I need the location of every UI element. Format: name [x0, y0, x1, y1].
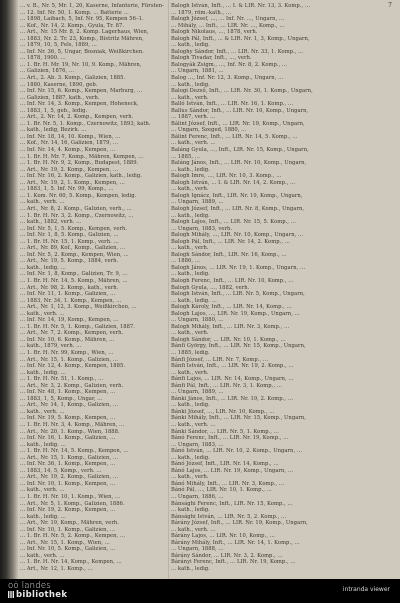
- entry-line: Balog …, Inf. Nr. 12, 3. Komp., Ungarn, …: [171, 75, 284, 82]
- entry-line: Balogh Ferenc, Inft., … LIR. Nr. 10, Komp., …: [171, 277, 294, 284]
- entry-line: Bánki Sándor, … LIR. Nr. 5, 1. Komp., …: [171, 428, 279, 435]
- entry-line: … Art., Nr. 15, 1. Komp., Wien, …: [20, 539, 110, 546]
- entry-line: … kath., verh. …: [20, 310, 65, 317]
- entry-line: … 1879, röm.-kath., …: [171, 9, 232, 16]
- entry-line: … 1883, 1, 5. Inf. Nr. 99, Komp., …: [20, 186, 114, 193]
- viewer-footer: [0, 579, 400, 603]
- entry-line: Balogh János, … LIR. Nr. 19, 1. Komp., Ungarn, …: [171, 264, 306, 271]
- entry-line: … 1. Br. H. Nr. 10, 1. Komp., Wien, …: [20, 494, 121, 501]
- entry-line: … Kof., Nr. 14, 2. Komp., Gyula, Tr. 87.: [20, 22, 125, 29]
- entry-line: … kath., verh. …: [20, 552, 65, 559]
- entry-line: Bárány Sándor, … LIR. Nr. 3, 2. Komp., …: [171, 552, 283, 559]
- entry-line: … Inf. Nr. 1, 8, Komp., Galizien, Tr. 9, …: [20, 271, 128, 278]
- entry-line: … Art., 2. Ab. 3. Komp., Galizien, 1885.: [20, 75, 126, 82]
- entry-line: … 1. Br. H. Nr. 9, 2, Komp., Budapest, 1889.: [20, 160, 139, 167]
- entry-line: Bánsághi Ferenc, Inft., LIR. Nr. 15, Komp., …: [171, 500, 293, 507]
- entry-line: … 1. Br. H. Nr. 3, 2. Komp., Czernowitz, …: [20, 212, 134, 219]
- logo-line-2: [8, 591, 67, 600]
- entry-line: … Inf. Nr. 11, 1. Komp., Galizien, …: [20, 291, 116, 298]
- entry-line: … Ungarn, 1886, …: [171, 494, 224, 501]
- entry-line: … Galizien, 1876, …: [20, 68, 75, 75]
- entry-line: … 1. Br. H. Nr. 14, 5. Komp., Kempen, …: [20, 448, 129, 455]
- logo-mark-icon: [8, 591, 14, 598]
- entry-line: … 1. Kom. Nr. 60, 5. Komp., Kempen, ledig.: [20, 192, 137, 199]
- entry-line: Balogh Nikolaus, …, 1878, verh.: [171, 29, 258, 36]
- entry-line: Baláng Gyula, …, Inft., LIR. Nr. 15, Komp., Ungarn,: [171, 147, 309, 154]
- entry-line: … 1886, …: [171, 258, 200, 265]
- entry-line: … Art., Nr. 19, 2. Komp., Galizien, …: [20, 474, 119, 481]
- logo-line-2-text: bibliothek: [16, 590, 68, 600]
- entry-line: … Inf. Nr. 1, 8, 5. Komp., Galizien, …: [20, 232, 119, 239]
- entry-line: Bánó Lajos, … LIR. Nr. 19, Komp., Ungarn, …: [171, 467, 294, 474]
- entry-line: … Art., Nr. 19, Komp., Mähren, verh.: [20, 520, 119, 527]
- entry-line: … 1883, 14, 5, Komp., verh. …: [20, 467, 102, 474]
- entry-line: … 1. Br. H. Nr. 15, 1. Komp., verh. …: [20, 238, 119, 245]
- entry-line: … 1. Br. Nr. 5, 1. Komp., Czernowitz, 1893, kath.: [20, 120, 151, 127]
- entry-line: … 1880, Kaserne, 1890, geb.: [20, 81, 98, 88]
- entry-line: … Inf. Nr. 5, 1, 5. Komp., Kempen, verh.: [20, 225, 128, 232]
- entry-line: … Art., Nr. 89, Kof., Komp., Galizien, …: [20, 245, 126, 252]
- entry-line: … kath., verh.: [171, 330, 209, 337]
- entry-line: … Inf. Nr. 18, 14, 10. Komp., Wien, …: [20, 133, 121, 140]
- entry-line: Bánó Ferenc, Inft., … LIR. Nr. 19, Komp., …: [171, 435, 289, 442]
- entry-line: … Galizien, 1887, kath., verh.: [20, 94, 100, 101]
- entry-line: … Inf. Nr. 14, 3. Komp., Kempen, Hoheneck,: [20, 101, 139, 108]
- entry-line: … kath., verh. …: [171, 526, 216, 533]
- entry-line: … Art., Nr. 12, 1. Komp., …: [20, 566, 93, 573]
- entry-line: Bánó Pál, …, LIR. Nr. 10, 1. Komp., …: [171, 487, 272, 494]
- entry-line: … kath., verh. …: [20, 199, 65, 206]
- entry-line: Balogh Mihály, …, LIR. Nr. 10, Komp., Ungarn, …: [171, 232, 304, 239]
- entry-line: … Art., Nr. 15, 1. Komp., Galizien, …: [20, 454, 119, 461]
- entry-line: … 1878, 1900. …: [20, 55, 66, 62]
- entry-line: … kath., ledig.: [171, 212, 210, 219]
- entry-line: Balogh Lajos, …, LIR. Nr. 19, Komp., Ungarn, …: [171, 310, 300, 317]
- entry-line: … kath., ledig.: [171, 566, 210, 573]
- entry-line: … Inf. Nr. 14, 4. Komp., Kempen, …: [20, 147, 116, 154]
- entry-line: … Inf. Nr. 10, 6. Komp., Mähren, …: [20, 336, 115, 343]
- entry-line: … Ungarn, 1889, …: [171, 389, 224, 396]
- entry-line: … kath., ledig, Bezirk. …: [20, 127, 87, 134]
- entry-line: Balogh Mihály, Inft., … LIR. Nr. 3, Komp., …: [171, 323, 290, 330]
- entry-line: Bánó István, … LIR. Nr. 10, 2. Komp., Ungarn, …: [171, 448, 303, 455]
- entry-line: … Inf. Nr. 36, 1. Komp., Kempen, …: [20, 461, 116, 468]
- book-gutter: [0, 0, 18, 579]
- entry-line: Bánki József, …, LIR. Nr. 10, Komp., …: [171, 408, 275, 415]
- entry-line: … 1883, Nr. 2. Tr. 23, Komp., Bistritz Mähren,: [20, 35, 144, 42]
- left-column: [20, 3, 166, 573]
- entry-line: … Inf. Nr. 15, 6. Komp., Kempen, Marburg, …: [20, 88, 143, 95]
- entry-line: … 1. Br. H. Nr. 3, 4. Komp., Mähren, …: [20, 422, 125, 428]
- entry-line: Bánki János, Inft., … LIR. Nr. 19, 2. Komp., …: [171, 395, 293, 402]
- entry-line: … kath., 1882, verh. …: [20, 219, 82, 226]
- entry-line: … kath., ledig.: [171, 454, 210, 461]
- entry-line: … 1883, Nr. 34, 1. Komp., Kempen, …: [20, 297, 122, 304]
- entry-line: Balogh Gyula, …, 1882, verh.: [171, 284, 250, 291]
- logo-line-1: oö landes: [8, 581, 51, 591]
- entry-line: … Inf. Nr. 19, 2. Komp., Kempen, …: [20, 507, 116, 514]
- entry-line: Balogh István, … I. & LIR. Nr. 14, 2. Komp., …: [171, 179, 296, 186]
- entry-line: … Kof., Nr. 14, 16, Galizien, 1879, …: [20, 140, 119, 147]
- entry-line: … kath., verh.: [171, 94, 209, 101]
- entry-line: … Ungarn, 1881, …: [171, 68, 224, 75]
- entry-line: Ballus Sándor, Inft., … LIR. Nr. 10, Komp., Ungarn,: [171, 107, 309, 114]
- library-logo[interactable]: [8, 582, 67, 600]
- entry-line: Balogh Pál, Inft., … & LIR. Nr. 1, 3, Komp., Ungarn,: [171, 35, 310, 42]
- entry-line: … Inf. Nr. 10, 1. Komp., Kempen, …: [20, 480, 116, 487]
- entry-line: … kath., ledig. …: [20, 441, 66, 448]
- entry-line: … 1879, 10, 5, Fels, 1889, …: [20, 42, 97, 49]
- entry-line: … kath., verh.: [171, 245, 209, 252]
- entry-line: Bánfi György, Inft., … LIR. Nr. 15, Komp., Ungarn,: [171, 343, 306, 350]
- entry-line: … kath., verh. …: [171, 140, 216, 147]
- entry-line: Balogh István, Inft., … LIR. Nr. 5, Komp., Ungarn,: [171, 291, 305, 298]
- entry-line: … kath., ledig. …: [20, 369, 66, 376]
- entry-line: Bárány József, Inft., … LIR. Nr. 19, Komp., Ungarn,: [171, 520, 308, 527]
- entry-line: … Art., Nr. 15 Mr. 8, 2. Komp. Lagerhaus, Wien,: [20, 29, 149, 36]
- right-column: [171, 3, 389, 573]
- entry-line: … kath., ledig.: [171, 81, 210, 88]
- column-divider: [168, 0, 169, 579]
- entry-line: Bárány Mihály, Inft., … LIR. Nr. 14, 1. Komp., …: [171, 539, 300, 546]
- entry-line: … 1883, 1, 5, geb., ledig.: [20, 107, 88, 114]
- entry-line: … kath., ledig. …: [20, 264, 66, 271]
- entry-line: … Art., Nr. 19, 2. Komp., Kempen, …: [20, 166, 119, 173]
- entry-line: … 1. Br. H. Mr. 19, Nr. 10, 9. Komp., Mähren,: [20, 61, 142, 68]
- entry-line: … kath., ledig.: [171, 166, 210, 173]
- entry-line: … kath., ledig.: [171, 507, 210, 514]
- entry-line: … kath., ledig.: [171, 402, 210, 409]
- entry-line: … Inf. Nr. 10, 5. Komp., Galizien, …: [20, 546, 116, 553]
- entry-line: … 1. Br. H. Nr. 5, 1. Komp., Galizien, 1887.: [20, 323, 135, 330]
- entry-line: … Mihály, … Inft., … LIR. Nr. …, Komp., …: [171, 22, 285, 29]
- entry-line: … Inf. Nr. 5, 2. Komp., Kempen, Wien, …: [20, 251, 129, 258]
- entry-line: … Inf. Nr. 19, 5. Komp., Kempen, …: [20, 415, 116, 422]
- entry-line: … 1883, 1, 5, Komp., Ungar, …: [20, 395, 103, 402]
- entry-line: … 1885, ledig.: [171, 349, 210, 356]
- entry-line: … Art., Nr. 19, 5. Komp., 1884, verh.: [20, 258, 119, 265]
- entry-line: … Ungarn, 1889, …: [171, 199, 224, 206]
- entry-line: … Ungarn, 1883, verh.: [171, 225, 233, 232]
- entry-line: … v. B., Nr. 5, Mr. 1, 20, Kaserne, Infanterie, Fürsten-: [20, 3, 164, 9]
- entry-line: … kath., ledig. …: [171, 297, 217, 304]
- entry-line: Balogh Tivadar, Inft., …, verh.: [171, 55, 252, 62]
- entry-line: Bánfi József, … LIR. Nr. 7, Komp., …: [171, 356, 269, 363]
- entry-line: … Art., Nr. 19, 2, 1. Komp., Kempen, …: [20, 179, 125, 186]
- entry-line: Balogh József, Inft., … LIR. Nr. 8, Komp., Ungarn,: [171, 205, 305, 212]
- entry-line: Bánfi István, Inft., … LIR. Nr. 19, 2. Komp., …: [171, 363, 294, 370]
- entry-line: Bálint József, Inft., … LIR. Nr. 19, Komp., Ungarn,: [171, 120, 305, 127]
- entry-line: … kath., verh. …: [171, 422, 216, 428]
- entry-line: … Inf. Nr. 16, 2. Komp., Galizien, kath., ledig.: [20, 173, 142, 180]
- entry-line: Bánki Mihály, Inft., … LIR. Nr. 15, Komp., Ungarn,: [171, 415, 306, 422]
- entry-line: … 1887, verh. …: [171, 114, 216, 121]
- entry-line: … Art., Nr. 3, 2. Komp., Galizien, verh.: [20, 382, 124, 389]
- entry-line: … 12. Inf. Nr. 50, 1. Komp. … Batterie …: [20, 9, 129, 16]
- entry-line: … 1. Br. H. Nr. 5, 2. Komp., Kempen, …: [20, 533, 126, 540]
- entry-line: … 1898, Laibach, 5, Inf. Nr. 95, Kempen 56–1.: [20, 16, 144, 23]
- entry-line: Bánsághi István, … LIR. Nr. 5, 2. Komp., …: [171, 513, 287, 520]
- entry-line: … kath., verh. …: [20, 487, 65, 494]
- entry-line: Balogh Károly, Inft., … LIR. Nr. 14, Komp., …: [171, 304, 292, 311]
- entry-line: … Art., Nr. 15, 1. Komp., Galizien, …: [20, 356, 119, 363]
- entry-line: … Art., Nr. 5, 1. Komp., Galizien, 1886.: [20, 500, 125, 507]
- entry-line: … Art., Nr. 98, 2. Komp., kath., verh.: [20, 284, 119, 291]
- entry-line: … kath., ledig. …: [20, 513, 66, 520]
- entry-line: Baloghy Sándor, Inft., … LIR. Nr. 33, 1. Komp., …: [171, 48, 304, 55]
- entry-line: Balogh Lajos, Inft., … LIR. Nr. 15, 5. Komp., …: [171, 219, 296, 226]
- entry-line: … Art., Nr. 8, 2. Komp., Galizien, verh., …: [20, 205, 132, 212]
- entry-line: Baláng János, Inft., … LIR. Nr. 10, Komp., Ungarn,: [171, 160, 307, 167]
- entry-line: … Art., Nr. 7, 2. Komp., Kempen, verh.: [20, 330, 124, 337]
- entry-line: … kath., verh.: [171, 369, 209, 376]
- page-number: 7: [388, 2, 392, 9]
- entry-line: Balogh Imre, …, LIR. Nr. 10, 3. Komp., …: [171, 173, 282, 180]
- entry-line: Balogh Sándor, … LIR. Nr. 10, 1. Komp., …: [171, 336, 286, 343]
- entry-line: Bálint Ferenc, Inft., … LIR. Nr. 14, 5. Komp., …: [171, 133, 298, 140]
- entry-line: … 1. Br. H. Nr. 99, Komp., Wien, …: [20, 349, 114, 356]
- entry-line: … kath., verh.: [171, 186, 209, 193]
- entry-line: … kath., verh. …: [20, 408, 65, 415]
- entry-line: Balogh István, Inft., … I. & LIR. Nr. 13, 3. Komp., …: [171, 3, 311, 9]
- entry-line: Bánfi Lajos, … LIR. Nr. 14, Komp., Ungarn, …: [171, 376, 294, 383]
- entry-line: Balogh Sándor, Inft., LIR. Nr. 16, Komp., …: [171, 251, 287, 258]
- entry-line: Balogh Pál, Inft., … LIR. Nr. 14, 2. Komp., …: [171, 238, 290, 245]
- entry-line: … 1885, …: [171, 153, 200, 160]
- entry-line: … Ungarn, 1883, …: [171, 441, 224, 448]
- entry-line: Bárányi Ferenc, Inft., … LIR. Nr. 19, Komp., …: [171, 559, 296, 566]
- entry-line: … Art., Nr. 1, 12, 3. Komp., Weißkirchen, …: [20, 304, 137, 311]
- entry-line: Bánfi Pál, Inft., … LIR. Nr. 3, 1. Komp., …: [171, 382, 282, 389]
- entry-line: … Ungarn, Szeged, 1880, …: [171, 127, 247, 134]
- entry-line: Bánó József, Inft., LIR. Nr. 14, Komp., …: [171, 461, 279, 468]
- entry-line: … Art., 2. Nr. 14, 2. Komp., Kempen, verh.: [20, 114, 134, 121]
- entry-line: … kath., ledig.: [171, 271, 210, 278]
- viewer-label[interactable]: intranda viewer: [342, 586, 390, 593]
- entry-line: … 1. Br. H. Nr. 14, 5. Komp., Mähren, …: [20, 277, 128, 284]
- entry-line: … Inf. Nr. 48, 1. Komp., Kempen, …: [20, 389, 116, 396]
- entry-line: Balogi Dezső, Inft., … LIR. Nr. 30, 1. Komp., Ungarn,: [171, 88, 313, 95]
- entry-line: … Ungarn, 1880, …: [171, 317, 224, 324]
- entry-line: Balogyák Zsigm., …, Inf. Nr. 8, 2. Komp., …: [171, 61, 288, 68]
- entry-line: … Inf. Nr. 14, 19, Komp., Kempen, …: [20, 317, 119, 324]
- entry-line: Bánó Mihály, Inft., … LIR. Nr. 3, Komp., …: [171, 480, 285, 487]
- entry-line: … 1. Br. H. Nr. 51, 1. Komp., …: [20, 376, 104, 383]
- entry-line: Balogh Ignácz, Inft., LIR. Nr. 19, Komp., Ungarn,: [171, 192, 303, 199]
- entry-line: … kath., ledig.: [171, 42, 210, 49]
- entry-line: … Inf. Nr. 36, 5, Ungar, Bosniak, Weißkirchen.: [20, 48, 144, 55]
- entry-line: … Inf. Nr. 16, 1. Komp., Galizien, …: [20, 435, 116, 442]
- entry-line: … kath., 1879, verh. …: [20, 343, 82, 350]
- entry-line: Balogh József, …, … Inf. Nr. …, Ungarn, …: [171, 16, 285, 23]
- entry-line: … Inf. Nr. 12, 4. Komp., Kempen, 1885.: [20, 363, 126, 370]
- entry-line: Balló István, Inft., … LIR. Nr. 16, 1. Komp., …: [171, 101, 294, 108]
- entry-line: … Art., Nr. 20, 1. Komp., Wien, 1888.: [20, 428, 120, 435]
- entry-line: … Art., Nr. 14, 1, Komp., Galizien, …: [20, 402, 119, 409]
- entry-line: … Ungarn, 1888, …: [171, 546, 224, 553]
- entry-line: … kath., verh.: [171, 474, 209, 481]
- entry-line: … Inf. Nr. 10, 1. Komp., Galizien, …: [20, 526, 116, 533]
- entry-line: … 1. Br. H. Nr. 14, Komp., Kempen, …: [20, 559, 122, 566]
- entry-line: … 1. Br. H. Mr. 7, Komp., Mähren, Kempen, …: [20, 153, 144, 160]
- entry-line: Bárány Lajos, … LIR. Nr. 10, Komp., …: [171, 533, 275, 540]
